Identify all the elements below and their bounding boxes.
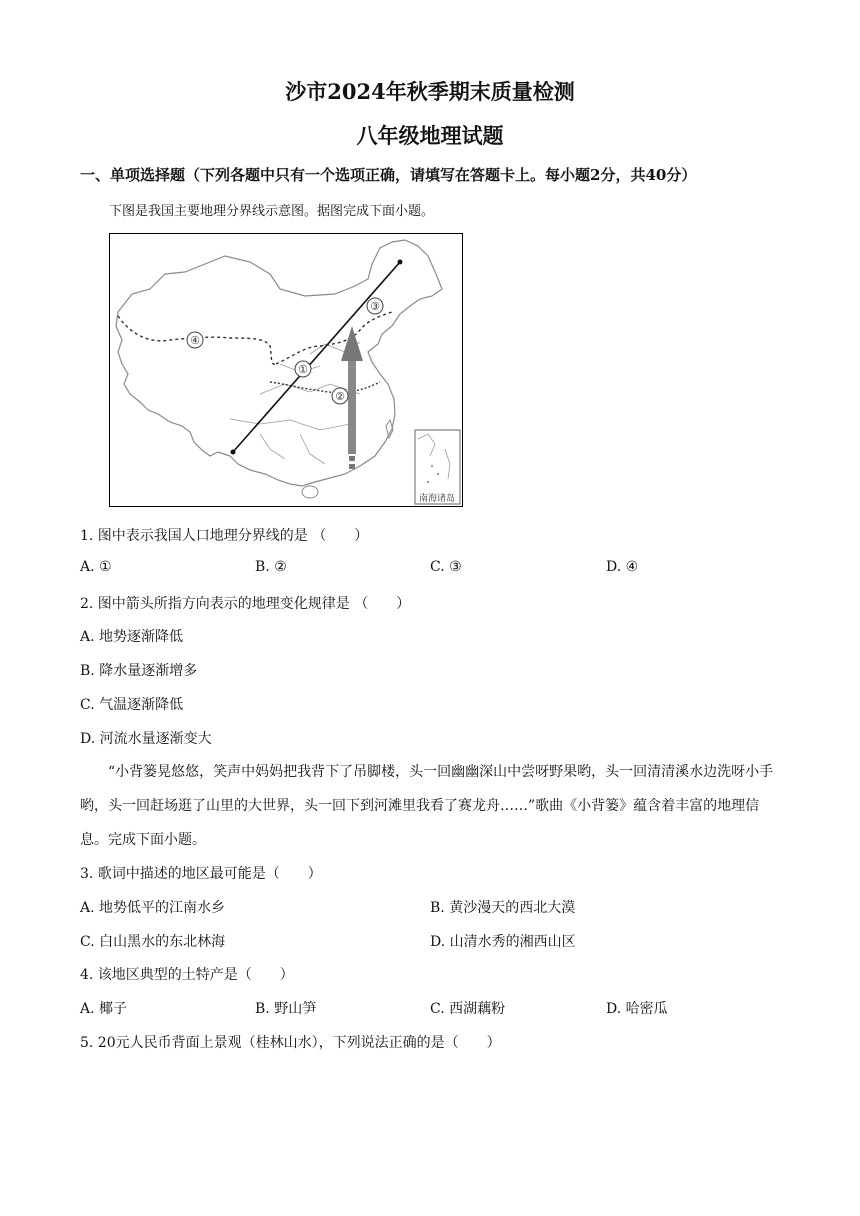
- exam-title: 沙市2024年秋季期末质量检测: [285, 79, 575, 104]
- section-heading: 一、单项选择题（下列各题中只有一个选项正确，请填写在答题卡上。每小题2分，共40分）: [80, 166, 697, 184]
- q4-option-b[interactable]: B. 野山笋: [255, 1001, 317, 1017]
- question-5-stem: 5. 20元人民币背面上景观（桂林山水），下列说法正确的是（ ）: [80, 1035, 501, 1051]
- q2-option-a[interactable]: A. 地势逐渐降低: [80, 629, 184, 645]
- q1-option-a[interactable]: A. ①: [80, 559, 112, 575]
- svg-text:①: ①: [298, 363, 308, 376]
- q4-option-a[interactable]: A. 椰子: [80, 1001, 128, 1017]
- q4-option-c[interactable]: C. 西湖藕粉: [430, 1001, 506, 1017]
- q1-option-d[interactable]: D. ④: [606, 559, 639, 575]
- svg-text:④: ④: [190, 334, 200, 347]
- marker-3-icon: [367, 298, 383, 314]
- q3-option-d[interactable]: D. 山清水秀的湘西山区: [430, 934, 576, 950]
- question-1-stem: 1. 图中表示我国人口地理分界线的是 （ ）: [80, 528, 369, 544]
- marker-4-icon: [187, 332, 203, 348]
- china-outline: [116, 240, 442, 486]
- q2-option-c[interactable]: C. 气温逐渐降低: [80, 697, 184, 713]
- svg-text:②: ②: [335, 390, 345, 403]
- q4-option-d[interactable]: D. 哈密瓜: [606, 1001, 668, 1017]
- inset-label: 南海诸岛: [418, 494, 456, 504]
- q3-option-c[interactable]: C. 白山黑水的东北林海: [80, 934, 226, 950]
- hu-line: [233, 262, 400, 452]
- marker-2-icon: [332, 388, 348, 404]
- q2-option-b[interactable]: B. 降水量逐渐增多: [80, 663, 198, 679]
- china-boundary-map: [109, 233, 463, 507]
- question-3-stem: 3. 歌词中描述的地区最可能是（ ）: [80, 866, 322, 882]
- exam-subtitle: 八年级地理试题: [356, 123, 504, 148]
- q3-option-a[interactable]: A. 地势低平的江南水乡: [80, 900, 226, 916]
- map-intro: 下图是我国主要地理分界线示意图。据图完成下面小题。: [109, 204, 435, 219]
- song-passage: “小背篓晃悠悠，笑声中妈妈把我背下了吊脚楼，头一回幽幽深山中尝呀野果哟，头一回清清溪水边洗呀小手哟，头一回赶场逛了山里的大世界，头一回下到河滩里我看了赛龙舟……”歌曲《小背篓》蕴含着丰富的地理信息。完成下面小题。: [80, 764, 774, 848]
- q2-option-d[interactable]: D. 河流水量逐渐变大: [80, 731, 212, 747]
- marker-1-icon: [295, 361, 311, 377]
- question-2-stem: 2. 图中箭头所指方向表示的地理变化规律是 （ ）: [80, 596, 411, 612]
- svg-text:③: ③: [370, 300, 380, 313]
- q3-option-b[interactable]: B. 黄沙漫天的西北大漠: [430, 900, 576, 916]
- question-4-stem: 4. 该地区典型的土特产是（ ）: [80, 967, 294, 983]
- inset-frame: [415, 430, 460, 504]
- q1-option-c[interactable]: C. ③: [430, 559, 462, 575]
- q1-option-b[interactable]: B. ②: [255, 559, 287, 575]
